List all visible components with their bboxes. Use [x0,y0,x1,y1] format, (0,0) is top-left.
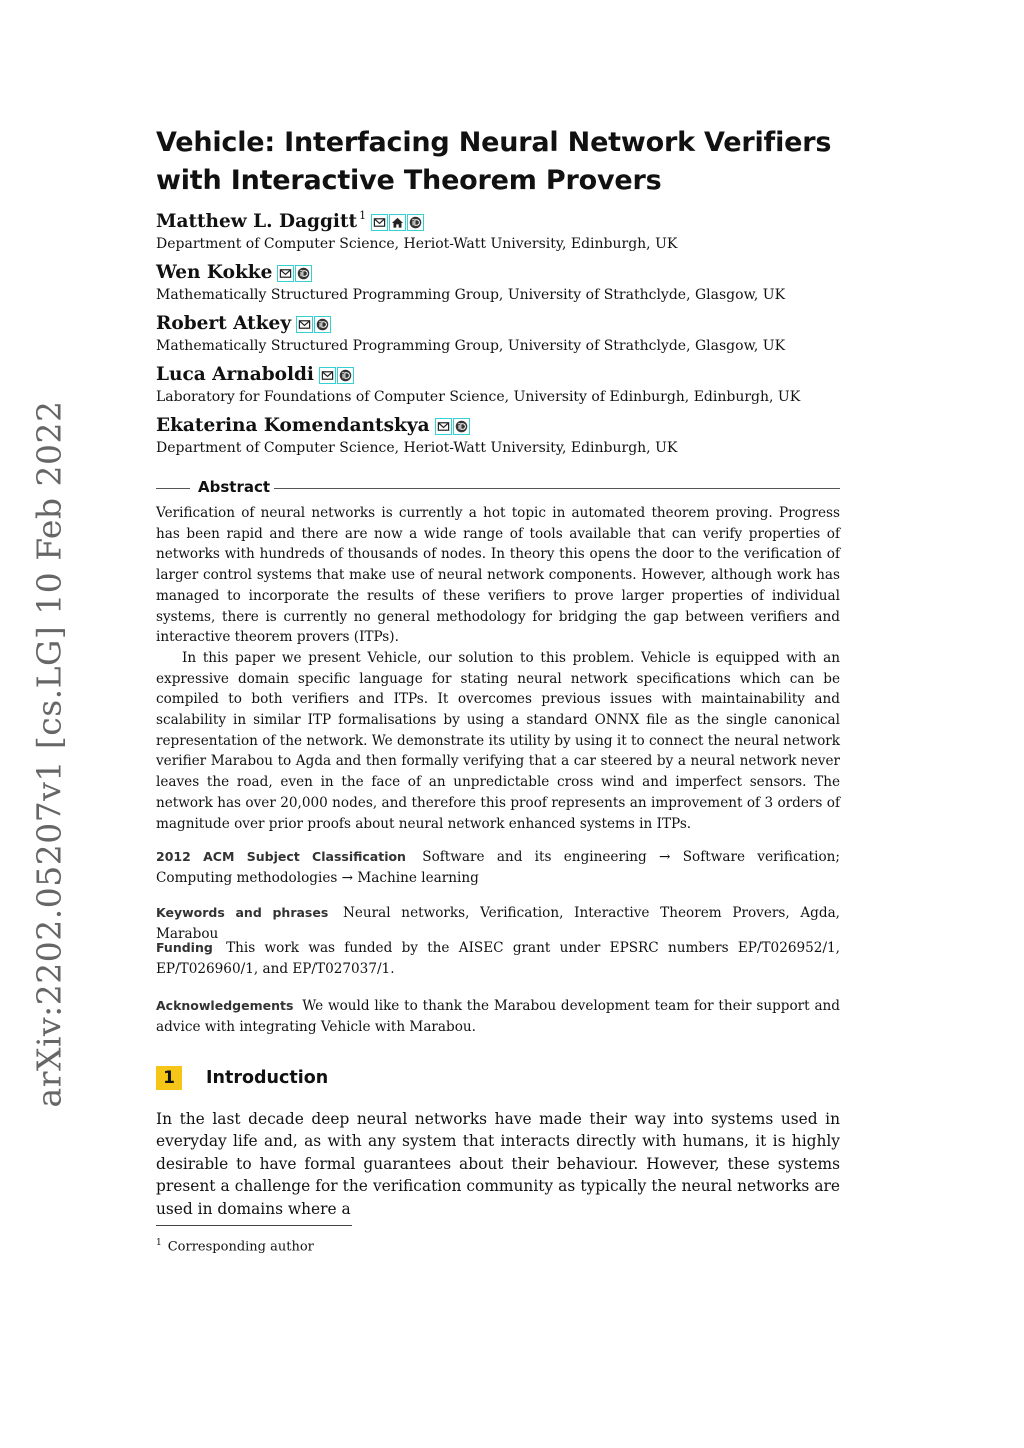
paper-title: Vehicle: Interfacing Neural Network Verifiers with Interactive Theorem Provers [156,127,832,196]
arxiv-id: arXiv:2202.05207v1 [cs.LG] 10 Feb 2022 [29,400,69,1108]
acm-key: 2012 ACM Subject Classification [156,849,406,864]
author-affiliation: Department of Computer Science, Heriot-Watt University, Edinburgh, UK [156,440,678,456]
author-affiliation: Laboratory for Foundations of Computer Science, University of Edinburgh, Edinburgh, UK [156,389,801,405]
heading-rule [156,488,190,489]
section-paragraph: In the last decade deep neural networks have made their way into systems used in everyday life and, as with any system that interacts directly with humans, it is highly desirable to have formal guarantees about their behaviour. However, these systems present a challenge for the verification community as typically the neural networks are used in domains where a [156,1110,840,1218]
email-icon[interactable] [277,265,294,282]
author-name: Luca Arnaboldi [156,364,314,385]
email-icon[interactable] [371,214,388,231]
acknowledgements-key: Acknowledgements [156,998,294,1013]
keywords-key: Keywords and phrases [156,905,329,920]
author-name: Wen Kokke [156,262,273,283]
abstract-paragraph: In this paper we present Vehicle, our solution to this problem. Vehicle is equipped with an expressive domain specific language for stating neural network specifications which can be compiled to both verifiers and ITPs. It overcomes previous issues with maintainability and scalability in similar ITP formalisations by using a standard ONNX file as the single canonical representation of the network. We demonstrate its utility by using it to connect the neural network verifier Marabou to Agda and then formally verifying that a car steered by a neural network never leaves the road, even in the face of an unpredictable cross wind and imperfect sensors. The network has over 20,000 nodes, and therefore this proof represents an improvement of 3 orders of magnitude over prior proofs about neural network enhanced systems in ITPs. [156,649,840,832]
funding [156,937,840,980]
author-name: Robert Atkey [156,313,292,334]
heading-rule [274,488,840,489]
abstract-heading [156,478,840,498]
author-block [156,261,785,304]
email-icon[interactable] [296,316,313,333]
abstract-body [156,503,840,834]
orcid-icon[interactable] [407,214,424,231]
acknowledgements-value: We would like to thank the Marabou development team for their support and advice with integrating Vehicle with Marabou. [156,998,841,1035]
author-block [156,414,677,457]
orcid-icon[interactable] [453,418,470,435]
funding-key: Funding [156,940,213,955]
email-icon[interactable] [435,418,452,435]
author-affiliation: Department of Computer Science, Heriot-Watt University, Edinburgh, UK [156,236,678,252]
acknowledgements [156,995,840,1038]
section-heading [156,1066,328,1090]
email-icon[interactable] [319,367,336,384]
acm-classification [156,846,840,889]
acm-value: Software and its engineering → Software verification; Computing methodologies → Machine learning [156,849,840,886]
author-affiliation: Mathematically Structured Programming Group, University of Strathclyde, Glasgow, UK [156,287,786,303]
footnote-rule [156,1225,352,1226]
funding-value: This work was funded by the AISEC grant under EPSRC numbers EP/T026952/1, EP/T026960/1, and EP/T027037/1. [156,940,841,977]
footnote-mark: 1 [156,1238,162,1248]
author-name: Matthew L. Daggitt [156,211,358,232]
author-block [156,210,677,253]
section-title: Introduction [206,1068,329,1088]
abstract-label: Abstract [198,478,271,496]
author-footnote-mark: 1 [359,209,367,222]
author-affiliation: Mathematically Structured Programming Group, University of Strathclyde, Glasgow, UK [156,338,786,354]
author-block [156,312,785,355]
keywords-value: Neural networks, Verification, Interactive Theorem Provers, Agda, Marabou [156,905,840,942]
author-block [156,363,800,406]
footnote [156,1238,314,1254]
orcid-icon[interactable] [314,316,331,333]
section-number: 1 [156,1066,182,1090]
abstract-paragraph: Verification of neural networks is currently a hot topic in automated theorem proving. Progress has been rapid and there are now a wide range of tools available that can verify properties of networks with hundreds of thousands of nodes. In theory this opens the door to the verification of larger control systems that make use of neural network components. However, although work has managed to incorporate the results of these verifiers to prove larger properties of individual systems, there is currently no general methodology for bridging the gap between verifiers and interactive theorem provers (ITPs). [156,505,840,646]
author-name: Ekaterina Komendantskya [156,415,430,436]
orcid-icon[interactable] [295,265,312,282]
orcid-icon[interactable] [337,367,354,384]
home-icon[interactable] [389,214,406,231]
footnote-text: Corresponding author [167,1239,314,1255]
